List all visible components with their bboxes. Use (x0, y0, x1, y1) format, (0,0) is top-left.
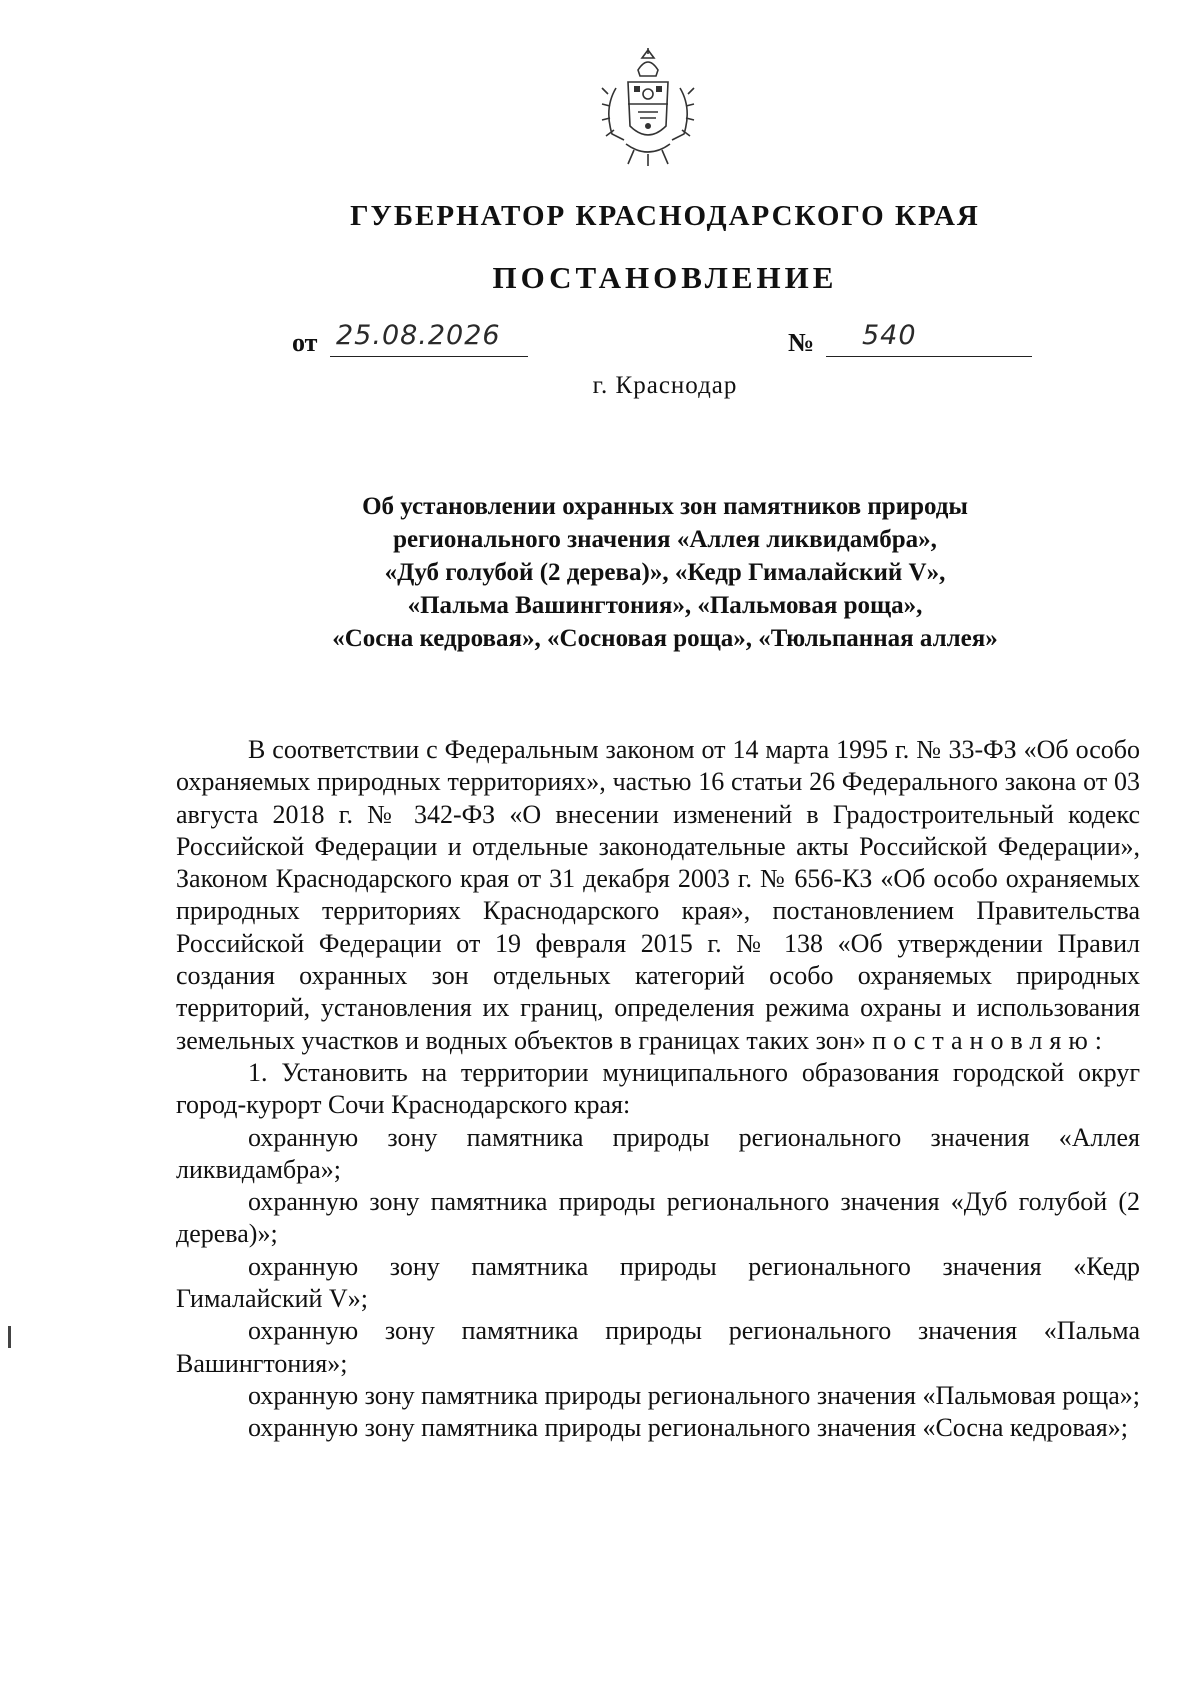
number-field (826, 322, 1032, 357)
zone-item: охранную зону памятника природы регионального значения «Сосна кедровая»; (248, 1413, 1128, 1443)
zone-item: охранную зону памятника природы регионального значения «Пальма Вашингтония»; (176, 1316, 1140, 1378)
date-value: 25.08.2026 (336, 320, 501, 351)
date-label: от (292, 328, 318, 357)
preamble-text: В соответствии с Федеральным законом от 14 марта 1995 г. № 33-ФЗ «Об особо охраняемых природных территориях», частью 16 статьи 26 Федерального закона от 03 августа 2018 г. № 342-ФЗ «О внесении изменений в Градостроительный кодекс Российской Федерации и отдельные законодательные акты Российской Федерации», Законом Краснодарского края от 31 декабря 2003 г. № 656-КЗ «Об особо охраняемых природных территориях Краснодарского края», постановлением Правительства Российской Федерации от 19 февраля 2015 г. № 138 «Об утверждении Правил создания охранных зон отдельных категорий особо охраняемых природных территорий, установления их границ, определения режима охраны и использования земельных участков и водных объектов в границах таких зон» (176, 735, 1140, 1055)
decree-word: постановляю: (872, 1025, 1109, 1055)
number-label: № (788, 328, 815, 357)
title-line: Об установлении охранных зон памятников природы (362, 493, 968, 520)
date-number-row (292, 322, 1032, 362)
document-body (176, 734, 1140, 1445)
title-line: «Дуб голубой (2 дерева)», «Кедр Гималайский V», (384, 559, 946, 586)
zone-item: охранную зону памятника природы регионального значения «Аллея ликвидамбра»; (176, 1122, 1140, 1184)
item-1-paragraph: 1. Установить на территории муниципального образования городской округ город-курорт Сочи Краснодарского края: (176, 1057, 1140, 1120)
title-line: «Сосна кедровая», «Сосновая роща», «Тюльпанная аллея» (332, 625, 998, 652)
date-field (330, 322, 528, 357)
city-line: г. Краснодар (592, 372, 738, 399)
coat-of-arms-emblem (598, 48, 698, 166)
document-title (160, 490, 1170, 655)
number-value: 540 (862, 320, 917, 351)
authority-title: ГУБЕРНАТОР КРАСНОДАРСКОГО КРАЯ (350, 200, 980, 232)
preamble-paragraph (176, 734, 1140, 1057)
zone-item: охранную зону памятника природы регионального значения «Кедр Гималайский V»; (176, 1251, 1140, 1314)
zone-item: охранную зону памятника природы регионального значения «Дуб голубой (2 дерева)»; (176, 1187, 1140, 1249)
scan-edge-mark (8, 1326, 11, 1348)
zone-item: охранную зону памятника природы регионального значения «Пальмовая роща»; (248, 1380, 1140, 1410)
title-line: регионального значения «Аллея ликвидамбра», (393, 526, 937, 553)
title-line: «Пальма Вашингтония», «Пальмовая роща», (407, 592, 923, 619)
document-type: ПОСТАНОВЛЕНИЕ (492, 260, 838, 295)
